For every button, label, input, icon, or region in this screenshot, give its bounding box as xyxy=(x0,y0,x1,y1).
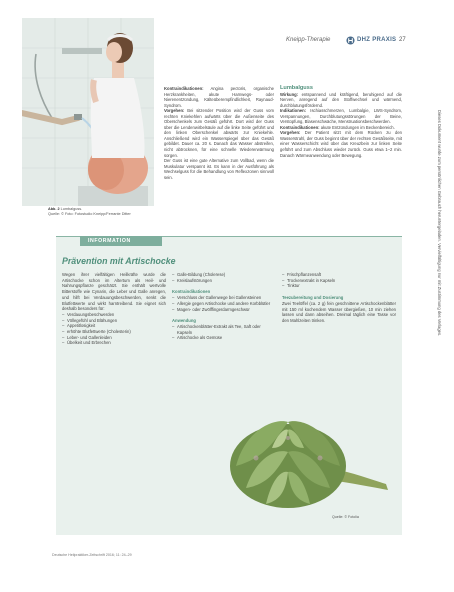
dhz-logo-icon xyxy=(346,36,355,45)
list-item: – erhöhte Blutfettwerte (Cholesterin) xyxy=(62,329,166,335)
infobox-column-2 xyxy=(172,272,276,341)
label-kontraindikationen-2: Kontraindikationen: xyxy=(280,124,320,130)
text-indikationen: Ischiasschmerzen, Lumbalgie, LWS-Syndrom, Verspannungen, Durchblutungsstörungen der Beine, Verstopfung, Blasenschwäche, Menstruationsbeschwerden. xyxy=(280,108,402,125)
caption-credit: Quelle: © Foto: Fotostudio Kneipp/Ferrante Ditter xyxy=(48,211,131,216)
caption-text: Lumbalguss. xyxy=(60,207,83,211)
text-hinweis: Der Guss ist eine gute Alternative zum Vollbad, wenn die Muskulatur verspannt ist. Es kann in der Ausführung als Wechselguss für die Behandlung von Reflexzonen sinnvoll sein. xyxy=(164,158,274,180)
figure-caption xyxy=(48,207,158,217)
list-item: – Frischpflanzensaft xyxy=(282,272,396,278)
lumbalguss-illustration xyxy=(22,18,154,206)
information-tag: INFORMATION xyxy=(80,236,162,246)
list-item: – Leber- und Gallenleiden xyxy=(62,335,166,341)
text-kontraindikationen-2: akute Entzündungen im Beckenbereich. xyxy=(320,124,395,130)
application-list xyxy=(172,324,276,341)
subheading-teezubereitung: Teezubereitung und Dosierung xyxy=(282,295,344,301)
label-vorgehen: Vorgehen: xyxy=(164,108,185,114)
infobox-intro: Wegen ihrer vielfältigen Heilkräfte wurde die Artischocke schon im Altertum als Heil- und Nahrungspflanze geschätzt. Sie enthält wertvolle Bitterstoffe wie Cynarin, die Leber und Galle anregen, und hilft bei Verdauungsbeschwerden, senkt die Blutfettwerte und wirkt harntreibend. Sie eignet sich deshalb besonders für: xyxy=(62,272,166,312)
text-column-right xyxy=(280,86,402,158)
list-item: – Galle-Bildung (Cholerese) xyxy=(172,272,276,278)
label-wirkung: Wirkung: xyxy=(280,91,299,97)
list-item: – Appetitlosigkeit xyxy=(62,323,166,329)
contraindication-list xyxy=(172,295,276,312)
running-head xyxy=(286,36,412,46)
information-title: Prävention mit Artischocke xyxy=(62,256,176,266)
text-kontraindikationen: Angina pectoris, organische Herzkrankheiten, akute Harnwegs- oder Nierenentzündung, Kälteüberempfindlichkeit, Raynaud-Syndrom. xyxy=(164,86,274,108)
heading-lumbalguss: Lumbalguss xyxy=(280,85,313,91)
infobox-column-1 xyxy=(62,272,166,346)
vertical-side-note xyxy=(436,110,442,490)
text-column-left xyxy=(164,86,274,180)
label-vorgehen-2: Vorgehen: xyxy=(280,130,301,136)
text-vorgehen: Bei sitzender Position wird der Guss vom rechten Kniekehlen aufwärts über die Außenseite des Oberschenkels zum Gesäß geführt. Dort wird der Guss über die Lendenwirbelsäule auf die linke Seite geführt und den linken Oberschenkel abwärts zur Kniekehle. Anschließend wird ein Wasserspiegel über das Gesäß gebildet. Dauer ca. 20 s. Danach das Wasser abstreifen, nicht abtrocknen, für eine schnelle Wiedererwärmung sorgen. xyxy=(164,108,274,158)
list-item: – Verdauungsbeschwerden xyxy=(62,312,166,318)
text-wirkung: entspannend und kräftigend, beruhigend auf die Nerven, anregend auf den Stoffwechsel und wärmend, durchblutungsfördernd. xyxy=(280,91,402,108)
list-item: – Übelkeit und Erbrechen xyxy=(62,340,166,346)
artichoke-image xyxy=(216,408,392,512)
list-item: – Magen- oder Zwölffingerdarmgeschwür xyxy=(172,307,276,313)
list-item: – Allergie gegen Artischocke und andere Korbblütler xyxy=(172,301,276,307)
preparation-list xyxy=(282,272,396,289)
list-item: – Kreislaufstörungen xyxy=(172,278,276,284)
text-vorgehen-2: Der Patient sitzt mit dem Rücken zu den Wasserstrahl, der Guss beginnt über der rechten Gesäßseite, mit einer Wasserschicht wird über das Kreuzbein zur linken Seite geführt und zum Abschluss wieder zurück. Guss etwa 1–2 min. Danach Wärmeanwendung oder Bewegung. xyxy=(280,130,402,158)
list-item: – Artischocke als Gemüse xyxy=(172,335,276,341)
label-kontraindikationen: Kontraindikationen: xyxy=(164,86,204,91)
list-item: – Völlegefühl und Blähungen xyxy=(62,318,166,324)
page-number: 27 xyxy=(399,37,406,43)
brand-name: DHZ PRAXIS xyxy=(357,37,397,43)
subheading-kontraindikationen: Kontraindikationen xyxy=(172,289,211,295)
infobox-column-3 xyxy=(282,272,396,324)
label-indikationen: Indikationen: xyxy=(280,108,307,114)
subheading-anwendung: Anwendung xyxy=(172,318,196,324)
list-item: – Tinktur xyxy=(282,283,396,289)
indication-list xyxy=(62,312,166,346)
list-item: – Verschluss der Gallenwege bei Gallensteinen xyxy=(172,295,276,301)
artichoke-credit: Quelle: © Fotolia xyxy=(332,515,359,519)
text-teezubereitung: Zwei Teelöffel (ca. 2 g) fein geschnittene Artischockenblätter mit 150 ml kochendem Wasser übergießen, 10 min ziehen lassen und dann abseihen. Dreimal täglich eine Tasse vor den Mahlzeiten trinken. xyxy=(282,300,396,323)
section-title: Kneipp-Therapie xyxy=(286,37,331,43)
caption-label: Abb. 2 xyxy=(48,207,60,211)
list-item: – Trockenextrakt in Kapseln xyxy=(282,278,396,284)
lumbalguss-photo xyxy=(22,18,154,206)
page-footer: Deutsche Heilpraktiker-Zeitschrift 2016; 11: 24–29 xyxy=(52,553,132,557)
indication-list-continued xyxy=(172,272,276,283)
side-note-text: Dieses Dokument wurde zum persönlichen Gebrauch heruntergeladen. Vervielfältigung nur mit Zustimmung des Verlages. xyxy=(437,110,442,337)
list-item: – Artischockenblätter-Extrakt als Tee, Saft oder Kapseln xyxy=(172,324,276,335)
